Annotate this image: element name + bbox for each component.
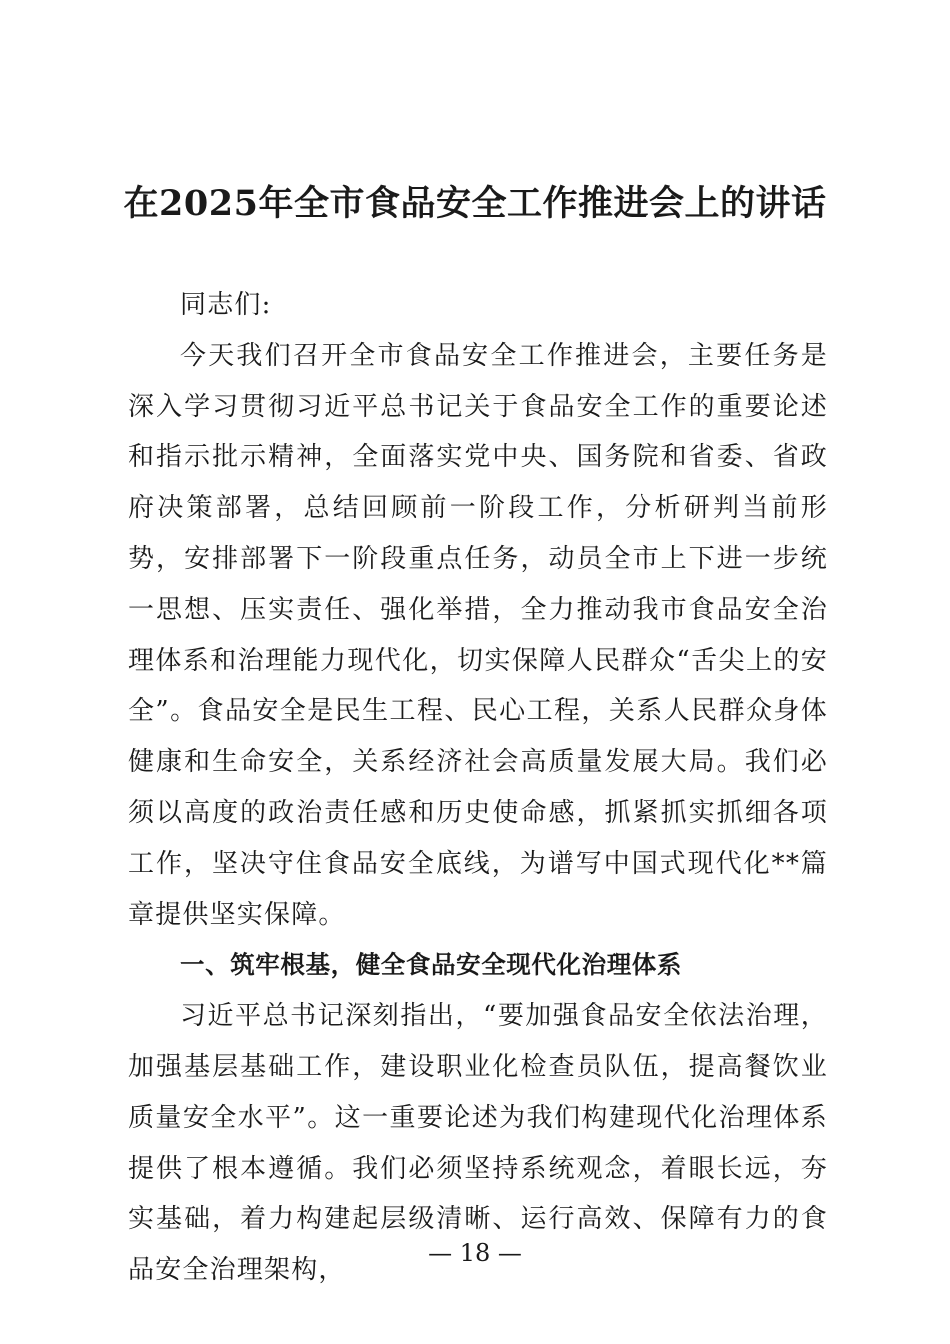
page-number: — 18 —	[428, 1239, 522, 1267]
document-body	[128, 280, 828, 1296]
document-title: 在2025年全市食品安全工作推进会上的讲话	[123, 183, 827, 224]
section-heading: 一、筑牢根基，健全食品安全现代化治理体系	[180, 950, 682, 980]
salutation: 同志们:	[180, 290, 272, 320]
intro-paragraph: 今天我们召开全市食品安全工作推进会，主要任务是深入学习贯彻习近平总书记关于食品安全工作的重要论述和指示批示精神，全面落实党中央、国务院和省委、省政府决策部署，总结回顾前一阶段工作，分析研判当前形势，安排部署下一阶段重点任务，动员全市上下进一步统一思想、压实责任、强化举措，全力推动我市食品安全治理体系和治理能力现代化，切实保障人民群众“舌尖上的安全”。食品安全是民生工程、民心工程，关系人民群众身体健康和生命安全，关系经济社会高质量发展大局。我们必须以高度的政治责任感和历史使命感，抓紧抓实抓细各项工作，坚决守住食品安全底线，为谱写中国式现代化**篇章提供坚实保障。	[128, 340, 828, 930]
section-paragraph: 习近平总书记深刻指出，“要加强食品安全依法治理，加强基层基础工作，建设职业化检查员队伍，提高餐饮业质量安全水平”。这一重要论述为我们构建现代化治理体系提供了根本遵循。我们必须坚持系统观念，着眼长远，夯实基础，着力构建起层级清晰、运行高效、保障有力的食品安全治理架构，	[128, 1001, 828, 1286]
